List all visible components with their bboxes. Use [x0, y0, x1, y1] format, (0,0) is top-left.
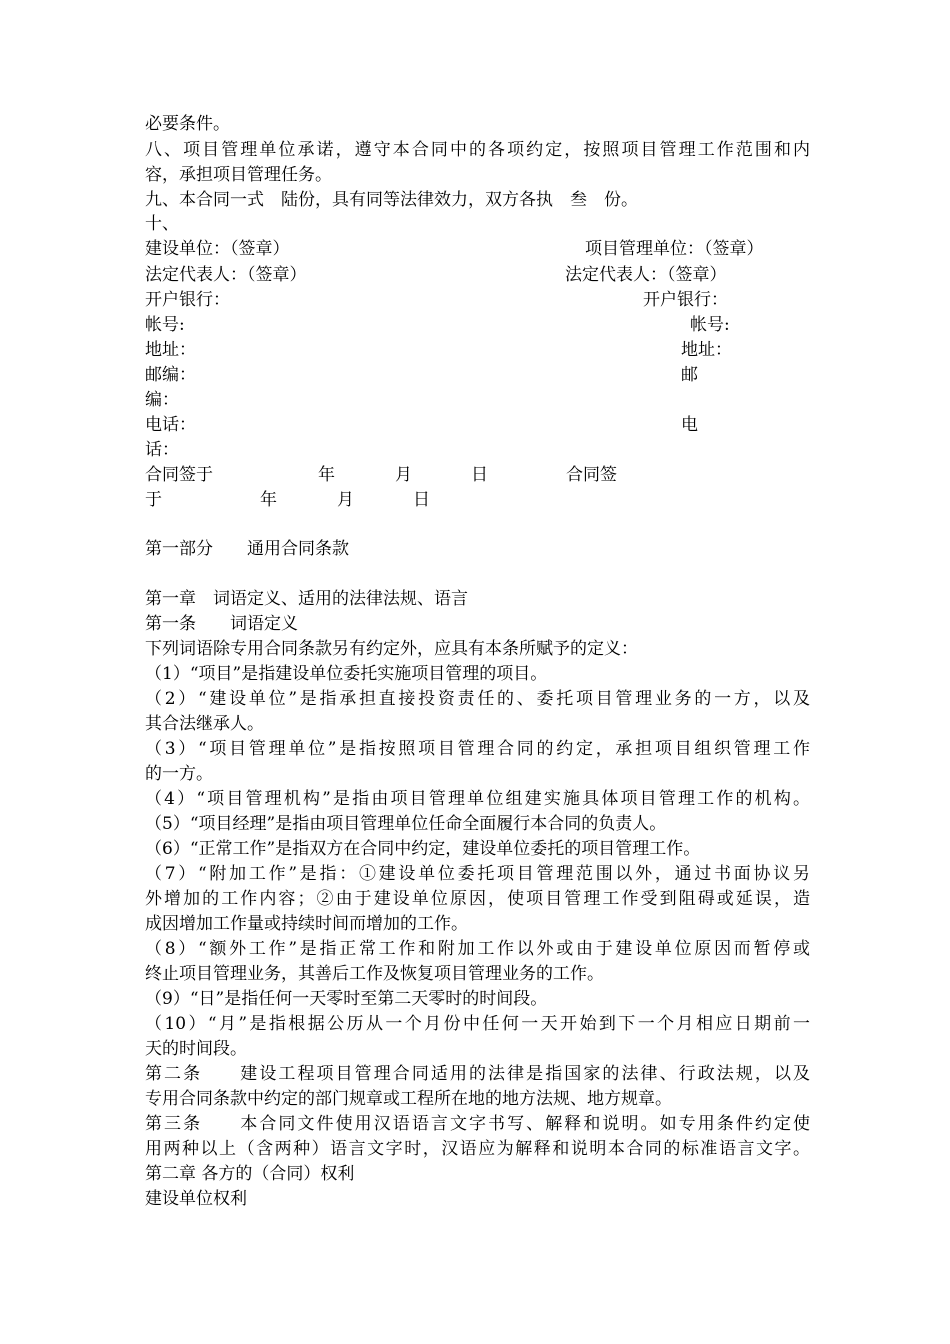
body-line: 专用合同条款中约定的部门规章或工程所在地的地方法规、地方规章。 — [145, 1089, 672, 1109]
body-line: 的一方。 — [145, 764, 213, 784]
body-line: 第三条 本合同文件使用汉语语言文字书写、解释和说明。如专用条件约定使 — [145, 1114, 810, 1134]
body-line: （1）“项目”是指建设单位委托实施项目管理的项目。 — [145, 664, 548, 684]
party-a-address: 地址： — [145, 340, 196, 360]
body-line: 其合法继承人。 — [145, 714, 264, 734]
body-line: （2）“建设单位”是指承担直接投资责任的、委托项目管理业务的一方，以及 — [145, 689, 810, 709]
signing-date-year: 年 — [318, 465, 335, 485]
party-a-account: 帐号: — [145, 315, 185, 335]
chapter-title: 第二章 各方的（合同）权利 — [145, 1164, 355, 1184]
signing-date-b-month: 月 — [337, 490, 354, 510]
body-line: 成因增加工作量或持续时间而增加的工作。 — [145, 914, 468, 934]
party-b-postcode-wrap: 编： — [145, 390, 179, 410]
body-line: （5）“项目经理”是指由项目管理单位任命全面履行本合同的负责人。 — [145, 814, 667, 834]
party-a-bank: 开户银行： — [145, 290, 230, 310]
party-a-unit: 建设单位：（签章） — [145, 239, 290, 259]
party-a-phone: 电话： — [145, 415, 196, 435]
party-b-phone-wrap: 话： — [145, 440, 179, 460]
intro-line: 十、 — [145, 214, 179, 234]
intro-line: 必要条件。 — [145, 114, 230, 134]
body-line: （6）“正常工作”是指双方在合同中约定，建设单位委托的项目管理工作。 — [145, 839, 701, 859]
body-line: （8）“额外工作”是指正常工作和附加工作以外或由于建设单位原因而暂停或 — [145, 939, 810, 959]
intro-line: 八、项目管理单位承诺，遵守本合同中的各项约定，按照项目管理工作范围和内 — [145, 140, 810, 160]
party-b-account: 帐号: — [690, 315, 730, 335]
signing-date-label-b: 合同签 — [566, 465, 617, 485]
section-title: 建设单位权利 — [145, 1189, 247, 1209]
party-b-unit: 项目管理单位：（签章） — [585, 239, 764, 259]
party-b-postcode: 邮 — [681, 365, 698, 385]
party-a-representative: 法定代表人：（签章） — [145, 265, 307, 285]
body-line: （4）“项目管理机构”是指由项目管理单位组建实施具体项目管理工作的机构。 — [145, 789, 810, 809]
signing-date-b-day: 日 — [413, 490, 430, 510]
part-title: 第一部分 通用合同条款 — [145, 539, 349, 559]
body-line: 用两种以上（含两种）语言文字时，汉语应为解释和说明本合同的标准语言文字。 — [145, 1139, 810, 1159]
signing-date-label: 合同签于 — [145, 465, 213, 485]
signing-date-b-prefix: 于 — [145, 490, 162, 510]
article-title: 第一条 词语定义 — [145, 614, 298, 634]
signing-date-b-year: 年 — [260, 490, 277, 510]
body-line: 天的时间段。 — [145, 1039, 247, 1059]
party-b-phone: 电 — [681, 415, 698, 435]
signing-date-month: 月 — [395, 465, 412, 485]
party-b-bank: 开户银行： — [643, 290, 728, 310]
party-b-representative: 法定代表人：（签章） — [565, 265, 727, 285]
body-line: （3）“项目管理单位”是指按照项目管理合同的约定，承担项目组织管理工作 — [145, 739, 810, 759]
signing-date-day: 日 — [471, 465, 488, 485]
party-a-postcode: 邮编： — [145, 365, 196, 385]
chapter-title: 第一章 词语定义、适用的法律法规、语言 — [145, 589, 468, 609]
body-line: （9）“日”是指任何一天零时至第二天零时的时间段。 — [145, 989, 548, 1009]
intro-line: 九、本合同一式 陆份，具有同等法律效力，双方各执 叁 份。 — [145, 190, 638, 210]
body-line: 终止项目管理业务，其善后工作及恢复项目管理业务的工作。 — [145, 964, 604, 984]
body-line: 下列词语除专用合同条款另有约定外，应具有本条所赋予的定义： — [145, 639, 638, 659]
intro-line: 容，承担项目管理任务。 — [145, 165, 332, 185]
body-line: 第二条 建设工程项目管理合同适用的法律是指国家的法律、行政法规，以及 — [145, 1064, 810, 1084]
body-line: （10）“月”是指根据公历从一个月份中任何一天开始到下一个月相应日期前一 — [145, 1014, 810, 1034]
body-line: （7）“附加工作”是指：①建设单位委托项目管理范围以外，通过书面协议另 — [145, 864, 810, 884]
party-b-address: 地址： — [681, 340, 732, 360]
body-line: 外增加的工作内容；②由于建设单位原因，使项目管理工作受到阻碍或延误，造 — [145, 889, 810, 909]
